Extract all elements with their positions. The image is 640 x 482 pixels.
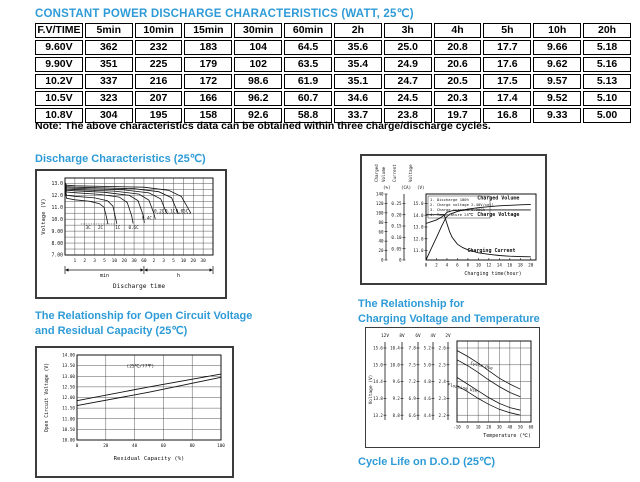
x-tick-label: 60: [141, 259, 147, 264]
x-tick-label: 3: [162, 259, 166, 264]
table-cell: 30min: [234, 23, 282, 38]
x-tick-label: -10: [453, 424, 461, 430]
axis-tick-label: 0: [398, 257, 402, 263]
table-row: [35, 40, 631, 55]
axis-header: 6V: [415, 334, 421, 339]
axis-tick-label: 2.2: [438, 412, 446, 418]
legend-note: 1. Discharge 100%: [430, 197, 469, 202]
y-tick-label: 10.0: [51, 217, 63, 223]
x-tick-label: 12: [486, 262, 492, 268]
axis-tick-label: 10.4: [390, 345, 400, 351]
y-tick-label: 12.0: [51, 194, 63, 200]
band-label: Floating Use: [447, 382, 478, 394]
x-tick-label: 20: [528, 262, 534, 268]
x-tick-label: 10: [180, 259, 187, 264]
ocv-plot: [37, 348, 228, 472]
table-cell: 10.2V: [35, 74, 83, 89]
x-tick-label: 80: [189, 444, 195, 449]
axis-tick-label: 11.0: [413, 248, 424, 254]
table-row: [35, 91, 631, 106]
table-cell: 24.7: [384, 74, 432, 89]
table-cell: 24.9: [384, 57, 432, 72]
ocv-chart-heading: [35, 309, 252, 339]
table-cell: 207: [135, 91, 183, 106]
axis-tick-label: 7.2: [408, 379, 416, 385]
x-tick-label: 60: [528, 424, 534, 430]
curve-label: 0.2C: [154, 208, 165, 214]
axis-tick-label: 4.4: [423, 412, 431, 418]
axis-name: Voltage: [408, 164, 413, 182]
cycle-life-heading: Cycle Life on D.O.D (25℃): [358, 456, 496, 468]
x-tick-label: 100: [217, 444, 225, 449]
x-tick-label: 0: [466, 424, 469, 430]
axis-unit: (V): [417, 185, 425, 190]
table-cell: 5.00: [583, 108, 631, 123]
y-tick-label: 13.50: [62, 364, 75, 370]
axis-tick-label: 13.2: [373, 412, 383, 418]
axis-tick-label: 120: [375, 201, 384, 207]
table-cell: 34.6: [334, 91, 382, 106]
y-tick-label: 12.00: [62, 396, 75, 402]
axis-tick-label: 7.8: [408, 345, 416, 351]
discharge-curve: [65, 188, 117, 224]
table-cell: 9.57: [533, 74, 581, 89]
axis-tick-label: 14.0: [413, 212, 424, 218]
axis-tick-label: 0.25: [391, 201, 402, 207]
axis-tick-label: 2.6: [438, 345, 446, 351]
axis-tick-label: 9.2: [392, 396, 400, 401]
axis-name: Current: [392, 164, 397, 182]
x-axis-label: Residual Capacity (%): [113, 456, 185, 462]
axis-tick-label: 14.4: [373, 379, 383, 385]
table-cell: 10.5V: [35, 91, 83, 106]
legend-note: 3. Charge current 0.20CA: [430, 207, 485, 212]
x-tick-label: 1: [73, 259, 77, 264]
axis-tick-label: 100: [375, 210, 384, 216]
note-text: Note: The above characteristics data can be obtained within three charge/discharge cycles.: [35, 120, 491, 132]
y-tick-label: 12.50: [62, 385, 75, 391]
table-cell: 10min: [135, 23, 183, 38]
x-tick-label: 10: [475, 424, 481, 430]
y-tick-label: 7.00: [51, 253, 63, 259]
curve-label: 3C: [85, 224, 91, 230]
table-cell: 4h: [434, 23, 482, 38]
table-cell: 17.6: [483, 57, 531, 72]
x-tick-label: 2: [152, 259, 156, 264]
x-tick-label: 4: [445, 262, 449, 268]
table-cell: 20.8: [434, 40, 482, 55]
curve-label: 0.1C: [165, 208, 176, 214]
axis-tick-label: 8.8: [392, 412, 400, 418]
table-cell: 9.66: [533, 40, 581, 55]
axis-tick-label: 15.0: [373, 362, 383, 368]
axis-tick-label: 5.2: [423, 345, 431, 351]
table-cell: 362: [85, 40, 133, 55]
x-tick-label: 40: [507, 424, 513, 430]
curve-label: 0.4C: [141, 215, 152, 221]
annotation: (25℃/77℉): [126, 364, 155, 370]
x-tick-label: 30: [131, 259, 137, 264]
table-cell: 17.4: [483, 91, 531, 106]
table-cell: 179: [184, 57, 232, 72]
table-cell: 3h: [384, 23, 432, 38]
table-cell: 104: [234, 40, 282, 55]
arrow-head: [210, 268, 214, 271]
table-cell: 15min: [184, 23, 232, 38]
table-cell: 5.10: [583, 91, 631, 106]
table-cell: 172: [184, 74, 232, 89]
table-cell: 20.6: [434, 57, 482, 72]
table-header-row: [35, 23, 631, 38]
band-label: Cycle Use: [470, 360, 494, 371]
curve-label: Charging Current: [467, 248, 516, 255]
axis-tick-label: 7.5: [408, 362, 416, 368]
y-tick-label: 13.0: [51, 182, 63, 188]
table-cell: 17.5: [483, 74, 531, 89]
axis-unit: (%): [383, 185, 391, 190]
axis-tick-label: 0.20: [391, 212, 402, 218]
axis-tick-label: 0.15: [391, 223, 402, 229]
table-cell: 337: [85, 74, 133, 89]
unit-group-label: min: [99, 273, 110, 279]
x-tick-label: 20: [486, 424, 492, 430]
axis-tick-label: 6.9: [408, 396, 416, 401]
axis-tick-label: 80: [378, 219, 384, 225]
x-tick-label: 16: [507, 262, 513, 268]
axis-tick-label: 0: [380, 257, 384, 263]
axis-tick-label: 15.0: [413, 201, 424, 207]
axis-tick-label: 2.4: [438, 379, 446, 385]
x-tick-label: 10: [475, 262, 481, 268]
y-axis-label: Voltage (V): [41, 198, 47, 235]
table-cell: 5.18: [583, 40, 631, 55]
axis-tick-label: 2.3: [438, 396, 446, 401]
table-cell: 10.8V: [35, 108, 83, 123]
table-cell: 64.5: [284, 40, 332, 55]
curve-label: Charged Volume: [477, 195, 520, 202]
ocv-heading-line2: and Residual Capacity (25℃): [35, 325, 188, 337]
discharge-curve: [65, 186, 133, 223]
temp-plot: [366, 328, 536, 444]
axis-header: 4V: [430, 334, 436, 339]
axis-tick-label: 20: [378, 248, 384, 254]
table-cell: 225: [135, 57, 183, 72]
axis-header: 8V: [399, 334, 405, 339]
table-cell: 2h: [334, 23, 382, 38]
y-tick-label: 8.00: [51, 241, 63, 247]
axis-tick-label: 13.8: [373, 396, 383, 401]
axis-unit: (CA): [401, 185, 412, 190]
page-title: CONSTANT POWER DISCHARGE CHARACTERISTICS (WATT, 25℃): [35, 8, 414, 20]
y-tick-label: 10.50: [62, 427, 75, 433]
x-tick-label: 2: [435, 262, 438, 268]
table-cell: 23.8: [384, 108, 432, 123]
unit-group-label: h: [176, 273, 181, 279]
x-tick-label: 40: [132, 444, 138, 449]
y-tick-label: 11.0: [51, 205, 63, 211]
table-cell: 20h: [583, 23, 631, 38]
axis-tick-label: 9.6: [392, 379, 400, 385]
table-cell: 9.60V: [35, 40, 83, 55]
x-tick-label: 5: [103, 259, 106, 264]
curve-label: 0.05C: [175, 208, 189, 214]
table-cell: 166: [184, 91, 232, 106]
table-cell: 5min: [85, 23, 133, 38]
table-cell: 9.62: [533, 57, 581, 72]
table-cell: 9.90V: [35, 57, 83, 72]
x-tick-label: 20: [190, 259, 196, 264]
table-cell: 24.5: [384, 91, 432, 106]
x-axis-label: Discharge time: [112, 283, 166, 290]
charging-characteristics-chart: [360, 154, 547, 285]
axis-tick-label: 0.10: [391, 234, 402, 240]
discharge-chart-heading: Discharge Characteristics (25℃): [35, 153, 206, 165]
y-axis-label: Open Circuit Voltage (V): [45, 362, 50, 433]
x-tick-label: 10: [111, 259, 118, 264]
temp-heading-line2: Charging Voltage and Temperature: [358, 313, 540, 325]
table-cell: 25.0: [384, 40, 432, 55]
arrow-head: [65, 268, 69, 271]
table-cell: 60min: [284, 23, 332, 38]
x-axis-label: Temperature (℃): [483, 433, 531, 439]
table-cell: 5.16: [583, 57, 631, 72]
x-tick-label: 8: [466, 262, 470, 268]
table-cell: 17.7: [483, 40, 531, 55]
curve-label: 0.6C: [128, 224, 139, 230]
table-cell: 98.6: [234, 74, 282, 89]
axis-tick-label: 10.0: [390, 362, 400, 368]
table-cell: 232: [135, 40, 183, 55]
table-cell: 20.3: [434, 91, 482, 106]
axis-tick-label: 2.5: [438, 362, 446, 368]
arrow-head: [140, 268, 144, 271]
ocv-heading-line1: The Relationship for Open Circuit Voltage: [35, 310, 253, 322]
table-cell: 16.8: [483, 108, 531, 123]
legend-note: 4. Temperature 25℃: [430, 212, 474, 217]
table-cell: 10h: [533, 23, 581, 38]
curve-label: 1C: [115, 224, 121, 230]
ocv-line: [77, 377, 221, 405]
x-tick-label: 30: [200, 259, 206, 264]
table-cell: 61.9: [284, 74, 332, 89]
y-tick-label: 10.00: [62, 438, 75, 444]
x-tick-label: 50: [518, 424, 523, 430]
axis-tick-label: 4.8: [423, 379, 431, 385]
curve-label: Charge Voltage: [477, 211, 520, 218]
table-cell: 351: [85, 57, 133, 72]
table-cell: 96.2: [234, 91, 282, 106]
y-tick-label: 11.50: [62, 406, 75, 412]
x-tick-label: 20: [121, 259, 127, 264]
table-row: [35, 74, 631, 89]
charging-voltage-temperature-chart: [365, 327, 540, 448]
x-tick-label: 60: [160, 444, 166, 449]
axis-tick-label: 60: [378, 229, 384, 235]
arrow-head: [144, 268, 148, 271]
axis-name: Volume: [381, 166, 386, 182]
x-tick-label: 18: [517, 262, 523, 268]
x-tick-label: 20: [103, 444, 109, 449]
axis-tick-label: 5.0: [423, 362, 431, 368]
table-cell: 63.5: [284, 57, 332, 72]
table-cell: 35.1: [334, 74, 382, 89]
y-tick-label: 9.00: [51, 229, 63, 235]
x-axis-label: Charging time(hour): [464, 271, 522, 277]
discharge-plot: [37, 171, 221, 293]
axis-tick-label: 13.0: [413, 224, 424, 230]
table-cell: 323: [85, 91, 133, 106]
temp-heading-line1: The Relationship for: [358, 298, 465, 310]
table-cell: F.V/TIME: [35, 23, 83, 38]
axis-tick-label: 140: [375, 191, 384, 197]
x-tick-label: 30: [496, 424, 502, 430]
table-cell: 102: [234, 57, 282, 72]
discharge-chart: [35, 169, 227, 299]
x-tick-label: 3: [93, 259, 96, 264]
table-row: [35, 57, 631, 72]
axis-tick-label: 15.6: [373, 345, 383, 351]
axis-tick-label: 6.6: [408, 412, 416, 418]
table-cell: 216: [135, 74, 183, 89]
y-tick-label: 13.00: [62, 374, 75, 380]
charging-plot: [362, 156, 541, 279]
table-cell: 35.6: [334, 40, 382, 55]
x-tick-label: 14: [496, 262, 502, 268]
y-tick-label: 11.00: [62, 417, 75, 423]
table-cell: 304: [85, 108, 133, 123]
x-tick-label: 6: [456, 262, 459, 268]
table-cell: 9.33: [533, 108, 581, 123]
y-tick-label: 14.00: [62, 353, 75, 359]
curve-label: 2C: [97, 224, 104, 230]
table-cell: 5.13: [583, 74, 631, 89]
table-cell: 33.7: [334, 108, 382, 123]
x-tick-label: 0: [424, 262, 428, 268]
table-cell: 195: [135, 108, 183, 123]
axis-name: Charged: [374, 164, 379, 182]
table-cell: 5h: [483, 23, 531, 38]
table-cell: 60.7: [284, 91, 332, 106]
table-cell: 58.8: [284, 108, 332, 123]
table-cell: 19.7: [434, 108, 482, 123]
legend-note: 2. Charge voltage 2.40V/cell: [430, 202, 495, 207]
axis-tick-label: 40: [378, 238, 384, 244]
axis-tick-label: 4.6: [423, 396, 431, 401]
x-tick-label: 2: [83, 259, 87, 264]
axis-header: 12V: [381, 334, 389, 339]
x-tick-label: 0: [75, 444, 79, 449]
table-cell: 9.52: [533, 91, 581, 106]
table-cell: 158: [184, 108, 232, 123]
y-axis-label: Voltage (V): [369, 374, 374, 405]
table-cell: 35.4: [334, 57, 382, 72]
table-cell: 183: [184, 40, 232, 55]
table-cell: 92.6: [234, 108, 282, 123]
axis-tick-label: 12.0: [413, 236, 424, 242]
ocv-line: [77, 374, 221, 401]
axis-header: 2V: [445, 334, 451, 339]
constant-power-discharge-table: [33, 21, 633, 125]
table-cell: 20.5: [434, 74, 482, 89]
temp-chart-heading: [358, 297, 540, 327]
x-tick-label: 5: [172, 259, 175, 264]
ocv-residual-capacity-chart: [35, 346, 234, 478]
axis-tick-label: 0.05: [391, 246, 402, 252]
